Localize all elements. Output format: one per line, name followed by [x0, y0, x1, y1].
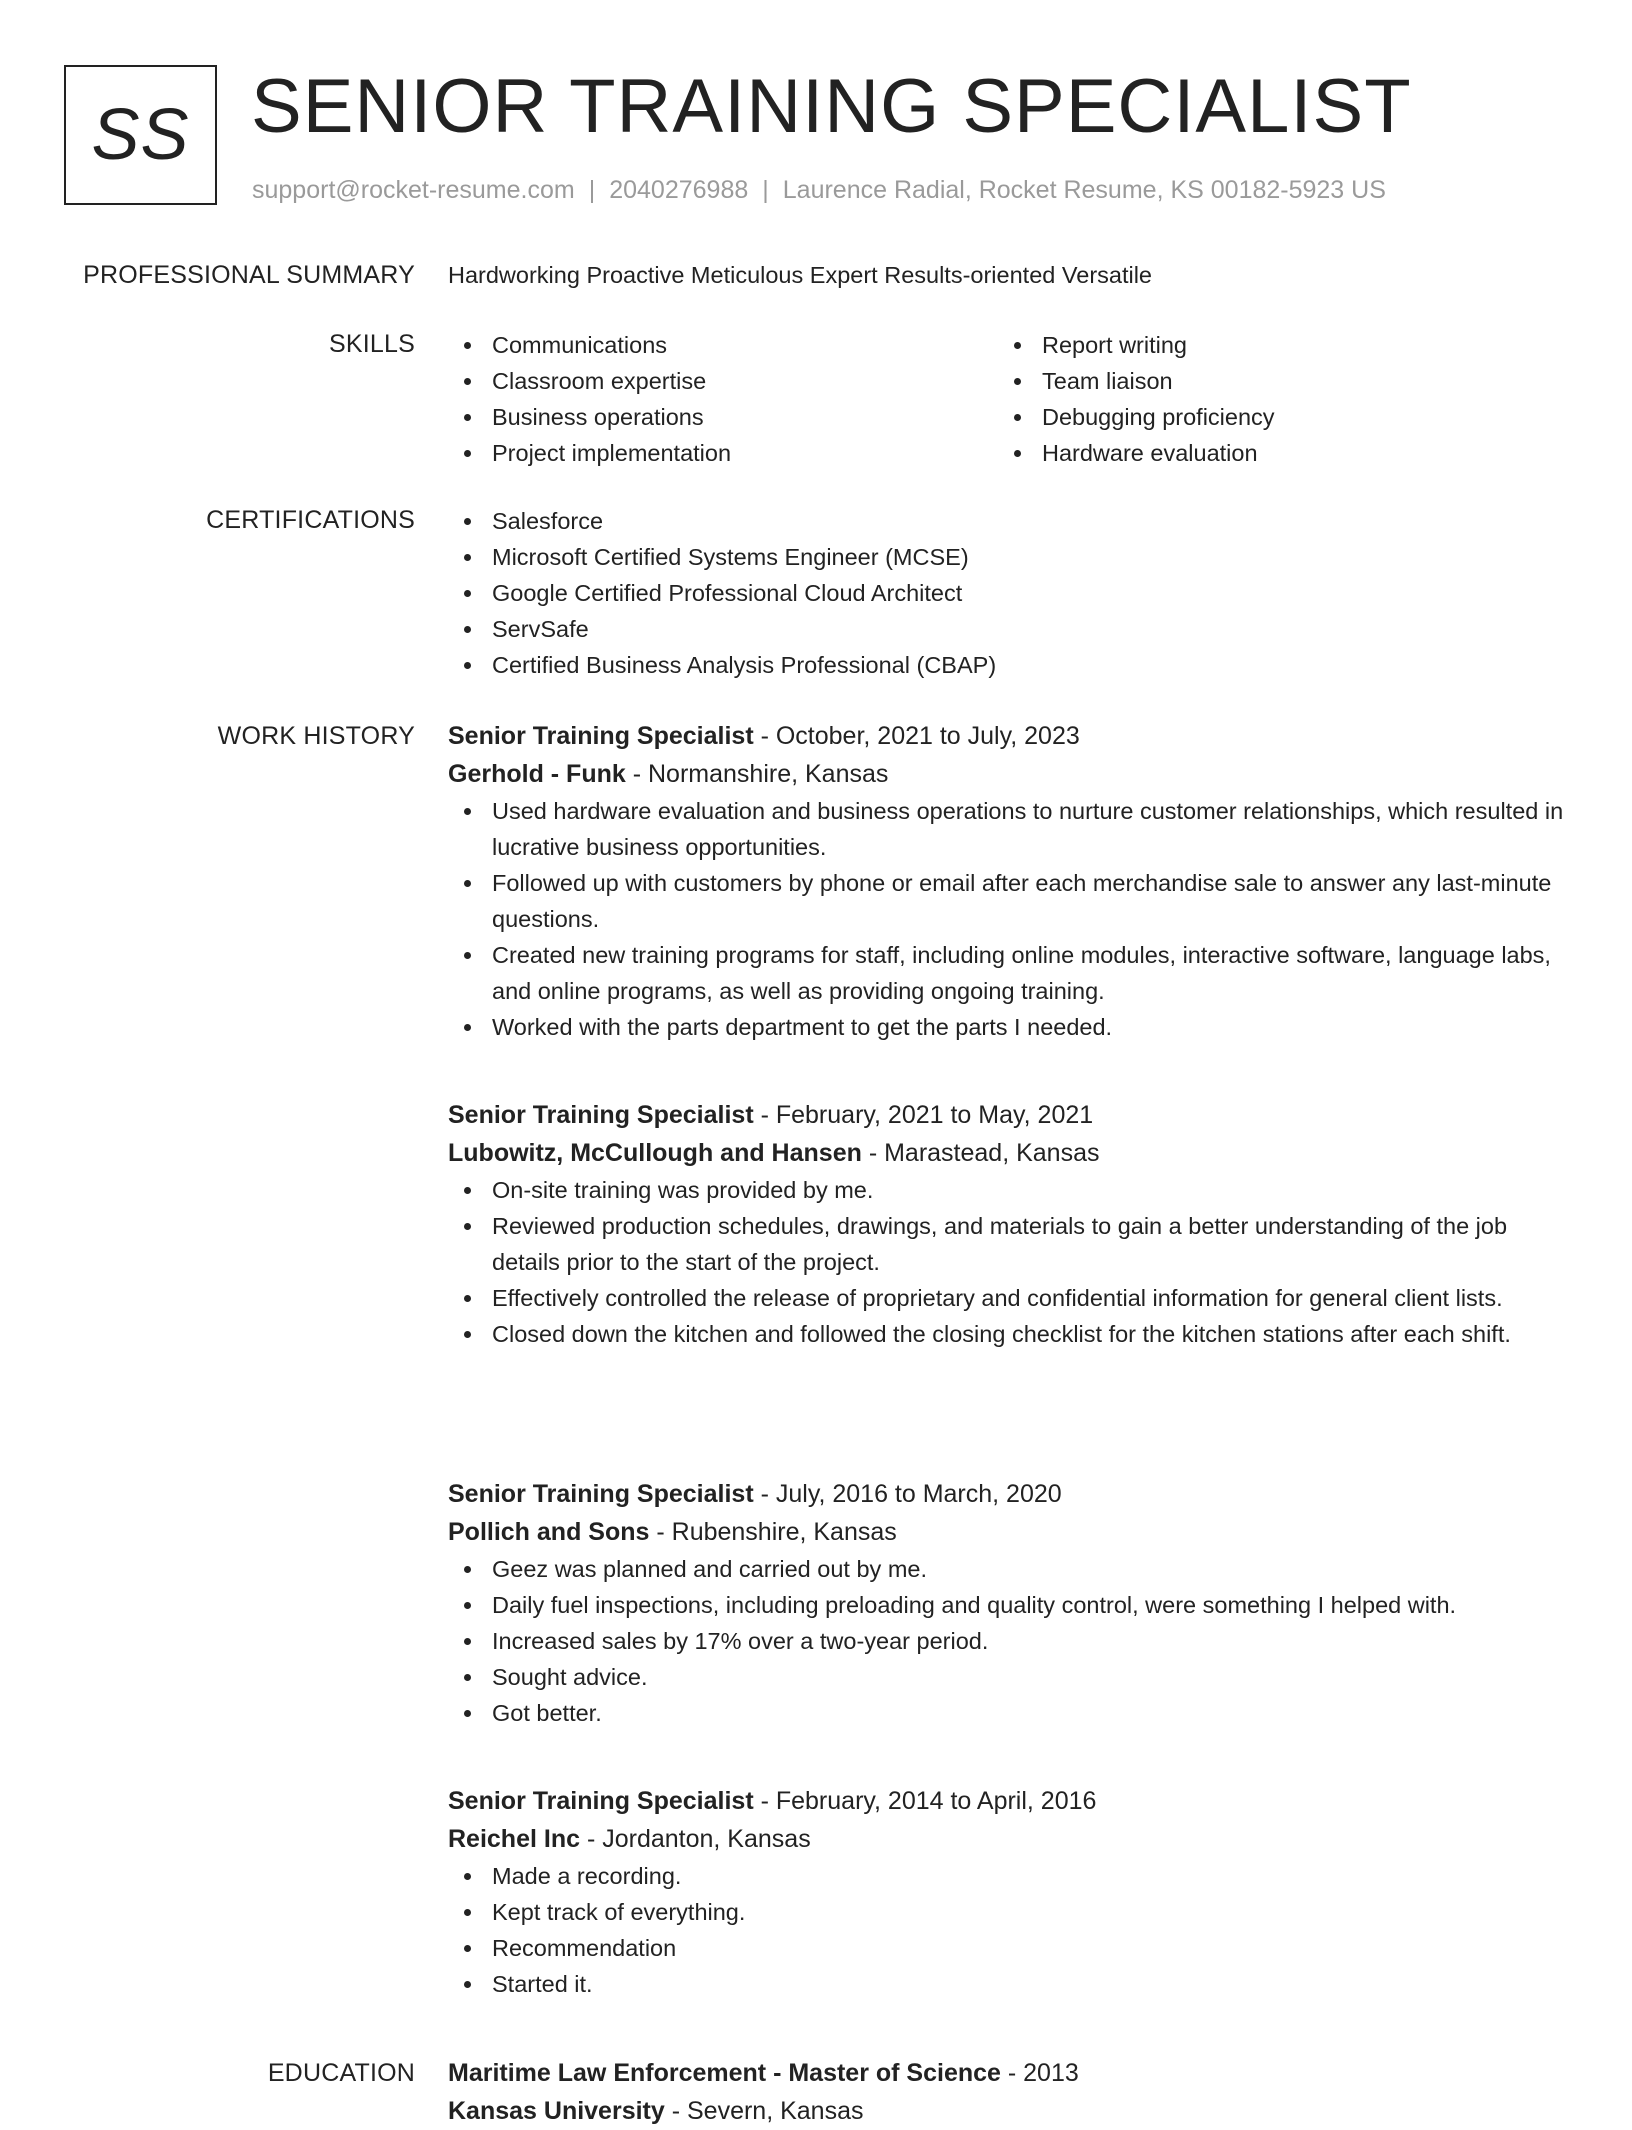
job-responsibilities	[448, 1172, 1568, 1352]
job-bullet: Increased sales by 17% over a two-year period.	[448, 1623, 1568, 1659]
job-company: Reichel Inc	[448, 1825, 580, 1853]
contact-separator: |	[762, 176, 769, 204]
resume-name-title: SENIOR TRAINING SPECIALIST	[251, 64, 1412, 149]
skills-column-2	[998, 327, 1548, 471]
certification-item: Microsoft Certified Systems Engineer (MCSE)	[448, 539, 1568, 575]
skill-item: Business operations	[448, 399, 998, 435]
job-title-line	[448, 1782, 1568, 1820]
section-label-certifications: CERTIFICATIONS	[206, 506, 415, 534]
section-label-work-history: WORK HISTORY	[217, 722, 415, 750]
job-bullet: Followed up with customers by phone or email after each merchandise sale to answer any last-minute questions.	[448, 865, 1568, 937]
job-bullet: Effectively controlled the release of proprietary and confidential information for general client lists.	[448, 1280, 1568, 1316]
skill-item: Report writing	[998, 327, 1548, 363]
job-bullet: Kept track of everything.	[448, 1894, 1568, 1930]
skill-item: Team liaison	[998, 363, 1548, 399]
job-bullet: Got better.	[448, 1695, 1568, 1731]
job-body	[448, 717, 1568, 1045]
section-label-summary: PROFESSIONAL SUMMARY	[83, 261, 415, 289]
job-dates: - July, 2016 to March, 2020	[753, 1480, 1062, 1508]
summary-text: Hardworking Proactive Meticulous Expert Results-oriented Versatile	[448, 262, 1153, 288]
job-bullet: Made a recording.	[448, 1858, 1568, 1894]
certification-item: Salesforce	[448, 503, 1568, 539]
job-bullet: Used hardware evaluation and business operations to nurture customer relationships, which resulted in lucrative business opportunities.	[448, 793, 1568, 865]
job-responsibilities	[448, 1551, 1568, 1731]
job-location: - Marastead, Kansas	[861, 1139, 1100, 1167]
contact-email[interactable]: support@rocket-resume.com	[252, 176, 575, 204]
job-title: Senior Training Specialist	[448, 722, 754, 750]
job-bullet: Closed down the kitchen and followed the closing checklist for the kitchen stations after each shift.	[448, 1316, 1568, 1352]
education-body	[448, 2054, 1568, 2130]
job-body	[448, 1782, 1568, 2002]
job-company-line	[448, 1134, 1568, 1172]
job-dates: - October, 2021 to July, 2023	[753, 722, 1080, 750]
job-body	[448, 1475, 1568, 1731]
certification-item: Certified Business Analysis Professional (CBAP)	[448, 647, 1568, 683]
contact-line	[252, 175, 1386, 205]
certification-item: Google Certified Professional Cloud Architect	[448, 575, 1568, 611]
job-responsibilities	[448, 793, 1568, 1045]
skills-list-2	[998, 327, 1548, 471]
job-bullet: Sought advice.	[448, 1659, 1568, 1695]
job-bullet: Reviewed production schedules, drawings, and materials to gain a better understanding of the job details prior to the start of the project.	[448, 1208, 1568, 1280]
job-company-line	[448, 1513, 1568, 1551]
job-bullet: Created new training programs for staff, including online modules, interactive software, language labs, and online programs, as well as providing ongoing training.	[448, 937, 1568, 1009]
job-title: Senior Training Specialist	[448, 1480, 754, 1508]
job-responsibilities	[448, 1858, 1568, 2002]
job-body	[448, 1096, 1568, 1352]
job-location: - Jordanton, Kansas	[580, 1825, 811, 1853]
skills-body	[448, 327, 1568, 471]
job-dates: - February, 2021 to May, 2021	[753, 1101, 1094, 1129]
section-label-education: EDUCATION	[267, 2059, 415, 2087]
section-label-skills: SKILLS	[329, 330, 415, 358]
skill-item: Debugging proficiency	[998, 399, 1548, 435]
skill-item: Project implementation	[448, 435, 998, 471]
education-school-line	[448, 2092, 1568, 2130]
resume-header	[64, 62, 1568, 222]
education-school: Kansas University	[448, 2097, 665, 2125]
job-bullet: Started it.	[448, 1966, 1568, 2002]
job-bullet: Recommendation	[448, 1930, 1568, 1966]
skills-grid	[448, 327, 1568, 471]
job-company-line	[448, 1820, 1568, 1858]
skills-list-1	[448, 327, 998, 471]
job-title-line	[448, 1475, 1568, 1513]
job-location: - Rubenshire, Kansas	[649, 1518, 897, 1546]
initials-monogram: SS	[64, 65, 217, 205]
job-company: Pollich and Sons	[448, 1518, 650, 1546]
skill-item: Communications	[448, 327, 998, 363]
contact-phone[interactable]: 2040276988	[609, 176, 749, 204]
skill-item: Hardware evaluation	[998, 435, 1548, 471]
education-degree-line	[448, 2054, 1568, 2092]
certifications-body	[448, 503, 1568, 683]
job-location: - Normanshire, Kansas	[625, 760, 889, 788]
job-title-line	[448, 1096, 1568, 1134]
certification-item: ServSafe	[448, 611, 1568, 647]
skills-column-1	[448, 327, 998, 471]
job-bullet: Geez was planned and carried out by me.	[448, 1551, 1568, 1587]
job-company: Gerhold - Funk	[448, 760, 626, 788]
education-location: - Severn, Kansas	[664, 2097, 864, 2125]
job-bullet: Daily fuel inspections, including preloading and quality control, were something I helped with.	[448, 1587, 1568, 1623]
job-company: Lubowitz, McCullough and Hansen	[448, 1139, 862, 1167]
job-dates: - February, 2014 to April, 2016	[753, 1787, 1097, 1815]
contact-address: Laurence Radial, Rocket Resume, KS 00182-5923 US	[782, 176, 1386, 204]
skill-item: Classroom expertise	[448, 363, 998, 399]
job-title: Senior Training Specialist	[448, 1101, 754, 1129]
certifications-list	[448, 503, 1568, 683]
job-title-line	[448, 717, 1568, 755]
job-bullet: Worked with the parts department to get the parts I needed.	[448, 1009, 1568, 1045]
education-year: - 2013	[1000, 2059, 1079, 2087]
contact-separator: |	[588, 176, 596, 204]
job-title: Senior Training Specialist	[448, 1787, 754, 1815]
job-bullet: On-site training was provided by me.	[448, 1172, 1568, 1208]
job-company-line	[448, 755, 1568, 793]
education-degree: Maritime Law Enforcement - Master of Science	[448, 2059, 1001, 2087]
